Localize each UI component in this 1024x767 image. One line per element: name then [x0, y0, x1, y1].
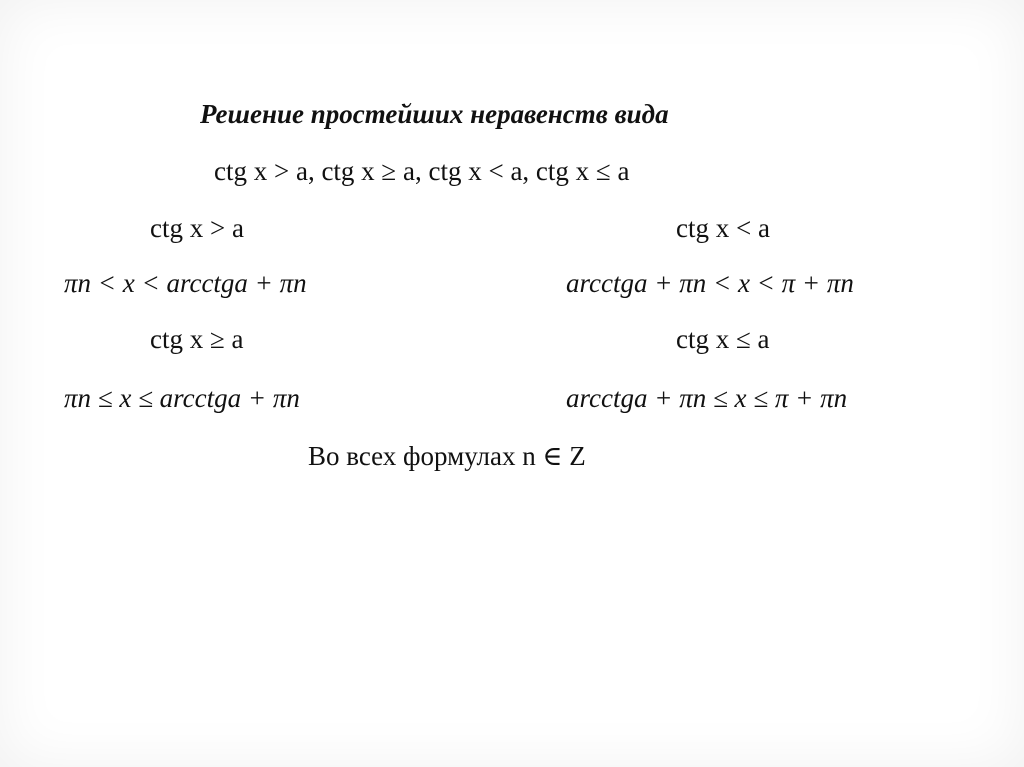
- inequality-types: ctg x > a, ctg x ≥ a, ctg x < a, ctg x ≤ a: [214, 156, 630, 186]
- right-condition-1: ctg x < a: [676, 213, 770, 243]
- footer-note: Во всех формулах n ∈ Z: [308, 441, 586, 471]
- left-solution-1: πn < x < arcctga + πn: [64, 268, 307, 298]
- left-condition-2: ctg x ≥ a: [150, 324, 244, 354]
- right-condition-2: ctg x ≤ a: [676, 324, 770, 354]
- right-solution-2: arcctga + πn ≤ x ≤ π + πn: [566, 383, 848, 413]
- left-solution-2: πn ≤ x ≤ arcctga + πn: [64, 383, 300, 413]
- right-solution-1: arcctga + πn < x < π + πn: [566, 268, 854, 298]
- slide-title: Решение простейших неравенств вида: [200, 99, 669, 129]
- left-condition-1: ctg x > a: [150, 213, 244, 243]
